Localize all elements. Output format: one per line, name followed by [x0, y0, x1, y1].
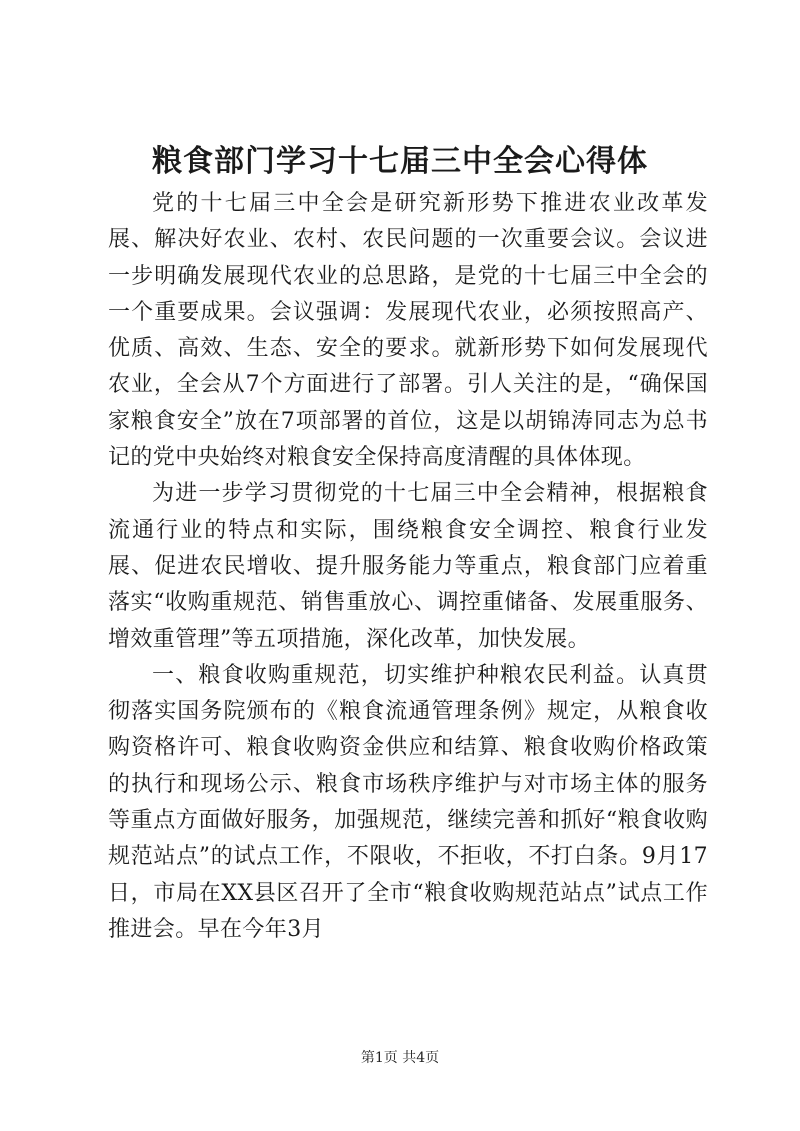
- page-number-footer: 第1页 共4页: [360, 1050, 440, 1066]
- paragraph-2: 为进一步学习贯彻党的十七届三中全会精神，根据粮食流通行业的特点和实际，围绕粮食安全调控、粮食行业发展、促进农民增收、提升服务能力等重点，粮食部门应着重落实“收购重规范、销售重放心、调控重储备、发展重服务、增效重管理”等五项措施，深化改革，加快发展。: [108, 481, 708, 652]
- document-body: [108, 186, 708, 948]
- paragraph-1: 党的十七届三中全会是研究新形势下推进农业改革发展、解决好农业、农村、农民问题的一次重要会议。会议进一步明确发展现代农业的总思路，是党的十七届三中全会的一个重要成果。会议强调：发展现代农业，必须按照高产、优质、高效、生态、安全的要求。就新形势下如何发展现代农业，全会从7个方面进行了部署。引人关注的是，“确保国家粮食安全”放在7项部署的首位，这是以胡锦涛同志为总书记的党中央始终对粮食安全保持高度清醒的具体体现。: [108, 191, 708, 471]
- paragraph-3: 一、粮食收购重规范，切实维护种粮农民利益。认真贯彻落实国务院颁布的《粮食流通管理条例》规定，从粮食收购资格许可、粮食收购资金供应和结算、粮食收购价格政策的执行和现场公示、粮食市场秩序维护与对市场主体的服务等重点方面做好服务，加强规范，继续完善和抓好“粮食收购规范站点”的试点工作，不限收，不拒收，不打白条。9月17日，市局在XX县区召开了全市“粮食收购规范站点”试点工作推进会。早在今年3月: [108, 662, 708, 942]
- document-title: 粮食部门学习十七届三中全会心得体: [152, 144, 648, 179]
